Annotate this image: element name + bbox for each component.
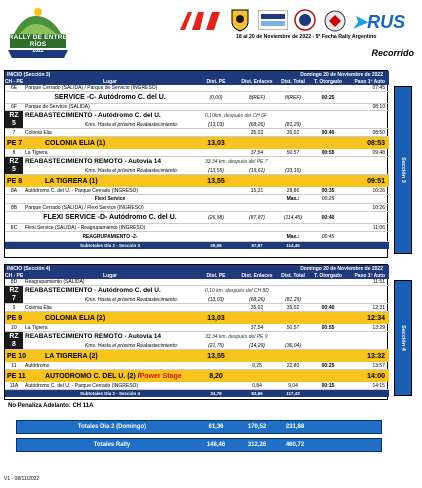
rz-note: 33,34 km. después del PE 9 [205,333,268,340]
rz-tot: (33,16) [285,167,301,174]
row-ch: 9 [12,304,16,311]
row-pe: (0,00) [209,94,223,101]
row-tiem: 00:55 [321,149,335,156]
row-ch: 6F [11,104,17,110]
row-paso: 11:06 [372,224,385,231]
row-paso: 12:31 [372,304,385,311]
col-dist-total: Dist. Total [281,78,305,85]
stage-time: 12:34 [367,314,385,322]
row-enl: 0,84 [252,382,262,389]
row-lugar: La Tigrera [25,324,48,331]
col-ch: CH - PE [5,272,23,279]
rz-pe: (13,55) [208,167,224,174]
totals-rally [16,438,382,452]
service-row [5,92,389,104]
section-header [5,71,389,78]
totals-label: Totales Día 2 (Domingo) [77,424,147,430]
row-lugar: Autódromo [25,362,50,369]
row-tot: 50,57 [286,324,300,331]
shield-logo [230,8,250,32]
rz-enl: (68,26) [249,121,265,128]
section-start: INICIO (Sección 4) [7,265,51,272]
row-tot: 28,86 [286,187,300,194]
rz-kms-label: Kms. Hasta el próximo Reabastecimiento: [85,121,179,128]
rz-enl: (68,26) [249,296,265,303]
service-row [5,212,389,224]
power-stage-label: Power Stage [139,372,182,380]
logo-title: RALLY DE ENTRE RÍOS [8,34,68,48]
no-penalty-note: No Penaliza Adelanto: CH 11A [8,403,94,409]
column-header-row [5,78,389,85]
event-date: 18 al 20 de Noviembre de 2022 - 9ª Fecha Rally Argentino [236,34,377,40]
row-tiem: 00:25 [321,196,335,202]
rz-kms-label: Kms. Hasta el próximo Reabastecimiento: [85,342,179,349]
column-header-row [5,272,389,279]
row-ch: 8C [10,224,18,231]
row-ch: 11A [9,382,19,389]
subtotal-tot: 114,45 [286,243,300,248]
stage-name: AUTODROMO C. DEL U. (2) / Power Stage [45,372,182,380]
stage-time: 09:51 [367,177,385,185]
rz-enl: (14,29) [249,342,265,349]
stage-name: COLONIA ELIA (2) [45,314,106,322]
row-enl: (87,87) [249,214,265,221]
table-row [5,187,389,195]
section-date: Domingo 20 de Noviembre de 2022 [300,71,383,78]
stage-dist: 13,55 [207,177,225,185]
rz-note: 33,34 km. después del PE 7 [205,158,268,165]
regroup-row [5,232,389,242]
subtotal-label: Subtotales Día 2 - Sección 3 [79,243,141,248]
col-paso: Paso 1º Auto [354,78,385,85]
row-lugar: Autódromo C. del U. - Parque Cerrado (INGRESO) [25,187,139,194]
section-4-tab: Sección 4 [394,280,412,396]
row-tiem: 00:15 [321,382,335,389]
table-row [5,324,389,332]
row-tot: 22,80 [286,362,300,369]
totals-pe: 148,46 [206,442,226,448]
max-label: Max.: [286,233,300,240]
logo-year: 2022 [32,48,44,54]
table-row [5,129,389,137]
max-label: Max.: [286,196,300,202]
row-ch: 8 [12,149,16,156]
row-ch: 8A [10,187,18,194]
rz-kms-label: Kms. Hasta el próximo Reabastecimiento: [85,167,179,174]
stage-dist: 8,20 [209,372,223,380]
row-tot: 9,04 [288,382,298,389]
version-label: V1 - 08/11/2022 [4,476,40,482]
section-start: INICIO (Sección 3) [7,71,51,78]
row-tiem: 00:55 [321,324,335,331]
row-tiem: 00:40 [321,129,335,136]
rz-tot: (81,29) [285,121,301,128]
row-lugar: FLEXI SERVICE -D- Autódromo C. del U. [43,214,177,221]
col-dist-enlaces: Dist. Enlaces [241,272,273,279]
rz-tag: RZ 8 [5,332,23,349]
row-enl: 37,54 [250,149,264,156]
stage-name: LA TIGRERA (1) [45,177,98,185]
federation-logo [324,10,346,32]
row-lugar: Parque Cerrado (SALIDA) / Flexi Service (INGRESO) [25,204,144,211]
row-lugar: SERVICE -C- Autódromo C. del U. [54,94,166,101]
row-lugar: La Tigrera [25,149,48,156]
rally-argentino-logo [258,10,288,30]
row-pe: (26,58) [208,214,224,221]
row-enl: 35,02 [250,304,264,311]
table-row [5,382,389,390]
row-tiem: 00:40 [321,304,335,311]
row-lugar: Colonia Elia [25,129,52,136]
row-enl: 35,02 [250,129,264,136]
table-row [5,204,389,212]
row-ch: 7 [12,129,16,136]
col-t-otorgado: T. Otorgado [314,272,342,279]
row-enl: 37,54 [250,324,264,331]
stage-dist: 13,03 [207,139,225,147]
stage-row [5,137,389,149]
col-dist-enlaces: Dist. Enlaces [241,78,273,85]
table-row [5,149,389,157]
row-lugar: Parque de Servicio (SALIDA) [25,104,90,110]
section-4-table [4,264,388,400]
rz-note: 0,10km. después del CH 6F [205,112,267,119]
stage-row [5,175,389,187]
stage-id: PE 10 [7,352,27,360]
stage-row [5,312,389,324]
row-tot: 50,57 [286,149,300,156]
totals-enl: 170,52 [247,424,267,430]
row-ch: 10 [11,324,17,331]
stage-row [5,350,389,362]
refuel-row [5,286,389,304]
subtotal-pe: 26,58 [210,243,222,248]
rus-logo: ➤RUS [352,12,406,32]
rz-title: REABASTECIMIENTO REMOTO - Autovía 14 [25,158,162,165]
stage-name: LA TIGRERA (2) [45,352,98,360]
row-paso: 13:29 [372,324,385,331]
row-lugar: Parque Cerrado (SALIDA) / Parque de Servicio (INGRESO) [25,85,158,91]
row-paso: 09:48 [372,149,385,156]
sponsor-bar [178,8,422,36]
rz-pe: (21,75) [208,342,224,349]
club-emblem-logo [294,8,316,32]
row-tot: (114,45) [283,214,303,221]
subtotal-enl: 87,87 [251,243,263,248]
rz-kms-label: Kms. Hasta el próximo Reabastecimiento: [85,296,179,303]
totals-day2 [16,420,382,434]
col-t-otorgado: T. Otorgado [314,78,342,85]
row-lugar: Flexi Service (SALIDA) - Reagrupamiento (INGRESO) [25,224,146,231]
rz-note: 0,10 km. después del CH 8D [205,287,269,294]
flexi-row [5,195,389,204]
row-paso: 08:50 [372,129,385,136]
table-row [5,279,389,286]
rz-pe: (13,03) [208,296,224,303]
row-tot: 35,02 [286,129,300,136]
row-paso: 14:15 [372,382,385,389]
rz-tot: (36,04) [285,342,301,349]
totals-tot: 231,88 [285,424,305,430]
table-row [5,224,389,232]
aca-logo [178,10,222,32]
row-paso: 10:26 [372,204,385,211]
row-tiem: 00:25 [321,362,335,369]
row-tiem: 00:35 [321,187,335,194]
subtotal-tot: 117,43 [286,391,300,396]
stage-row [5,370,389,382]
row-enl: 9,25 [252,362,262,369]
rz-tot: (81,29) [285,296,301,303]
row-tot: 35,02 [286,304,300,311]
table-row [5,104,389,111]
rz-tag: RZ 7 [5,286,23,303]
stage-id: PE 7 [7,139,23,147]
row-lugar: Colonia Elia [25,304,52,311]
col-dist-pe: Dist. PE [206,78,226,85]
row-enl: 8(REF) [248,94,266,101]
refuel-row [5,157,389,175]
stage-time: 14:00 [367,372,385,380]
subtotal-enl: 82,65 [251,391,263,396]
subtotal-row [5,390,389,397]
row-lugar: Autódromo C. del U. - Parque Cerrado (INGRESO) [25,382,139,389]
col-dist-total: Dist. Total [281,272,305,279]
row-tiem: 00:25 [321,94,335,101]
subtotal-label: Subtotales Día 2 - Sección 4 [79,391,141,396]
subtotal-row [5,242,389,249]
row-paso: 08:10 [372,104,385,110]
col-lugar: Lugar [103,272,117,279]
row-ch: 8D [10,279,18,285]
row-enl: 15,31 [250,187,264,194]
row-paso: 10:26 [372,187,385,194]
stage-dist: 13,03 [207,314,225,322]
stage-id: PE 8 [7,177,23,185]
rz-enl: (19,61) [249,167,265,174]
section-header [5,265,389,272]
rz-tag: RZ 5 [5,157,23,174]
rz-title: REABASTECIMIENTO - Autódromo C. del U. [25,287,161,294]
totals-label: Totales Rally [93,442,131,448]
col-ch: CH - PE [5,78,23,85]
row-paso: 13:57 [372,362,385,369]
totals-pe: 61,36 [208,424,224,430]
table-row [5,85,389,92]
row-lugar: Flexi Service [94,196,126,202]
page-title: Recorrido [371,48,414,58]
row-ch: 8B [10,204,18,211]
table-row [5,362,389,370]
rz-pe: (13,03) [208,121,224,128]
stage-time: 08:53 [367,139,385,147]
row-tiem: 00:45 [321,233,335,240]
row-lugar: Reagrupamiento (SALIDA) [25,279,85,285]
row-ch: 6E [10,85,18,91]
rz-title: REABASTECIMIENTO - Autódromo C. del U. [25,112,161,119]
page-header [0,0,422,64]
row-ch: 11 [11,362,17,369]
refuel-row [5,111,389,129]
stage-id: PE 9 [7,314,23,322]
col-paso: Paso 1º Auto [354,272,385,279]
stage-id: PE 11 [7,372,26,380]
row-paso: 11:51 [372,279,385,285]
row-lugar: REAGRUPAMIENTO -2- [82,233,138,240]
totals-tot: 460,72 [285,442,305,448]
rz-tag: RZ 5 [5,111,23,128]
row-tot: 8(REF) [284,94,302,101]
stage-time: 13:32 [367,352,385,360]
section-3-tab: Sección 3 [394,86,412,254]
section-date: Domingo 20 de Noviembre de 2022 [300,265,383,272]
stage-name: COLONIA ELIA (1) [45,139,106,147]
totals-enl: 312,26 [247,442,267,448]
section-3-table [4,70,388,258]
stage-dist: 13,55 [207,352,225,360]
refuel-row [5,332,389,350]
row-tiem: 00:40 [321,214,335,221]
rz-title: REABASTECIMIENTO REMOTO - Autovía 14 [25,333,162,340]
table-row [5,304,389,312]
subtotal-pe: 34,78 [210,391,222,396]
col-lugar: Lugar [103,78,117,85]
col-dist-pe: Dist. PE [206,272,226,279]
row-paso: 07:45 [372,85,385,91]
